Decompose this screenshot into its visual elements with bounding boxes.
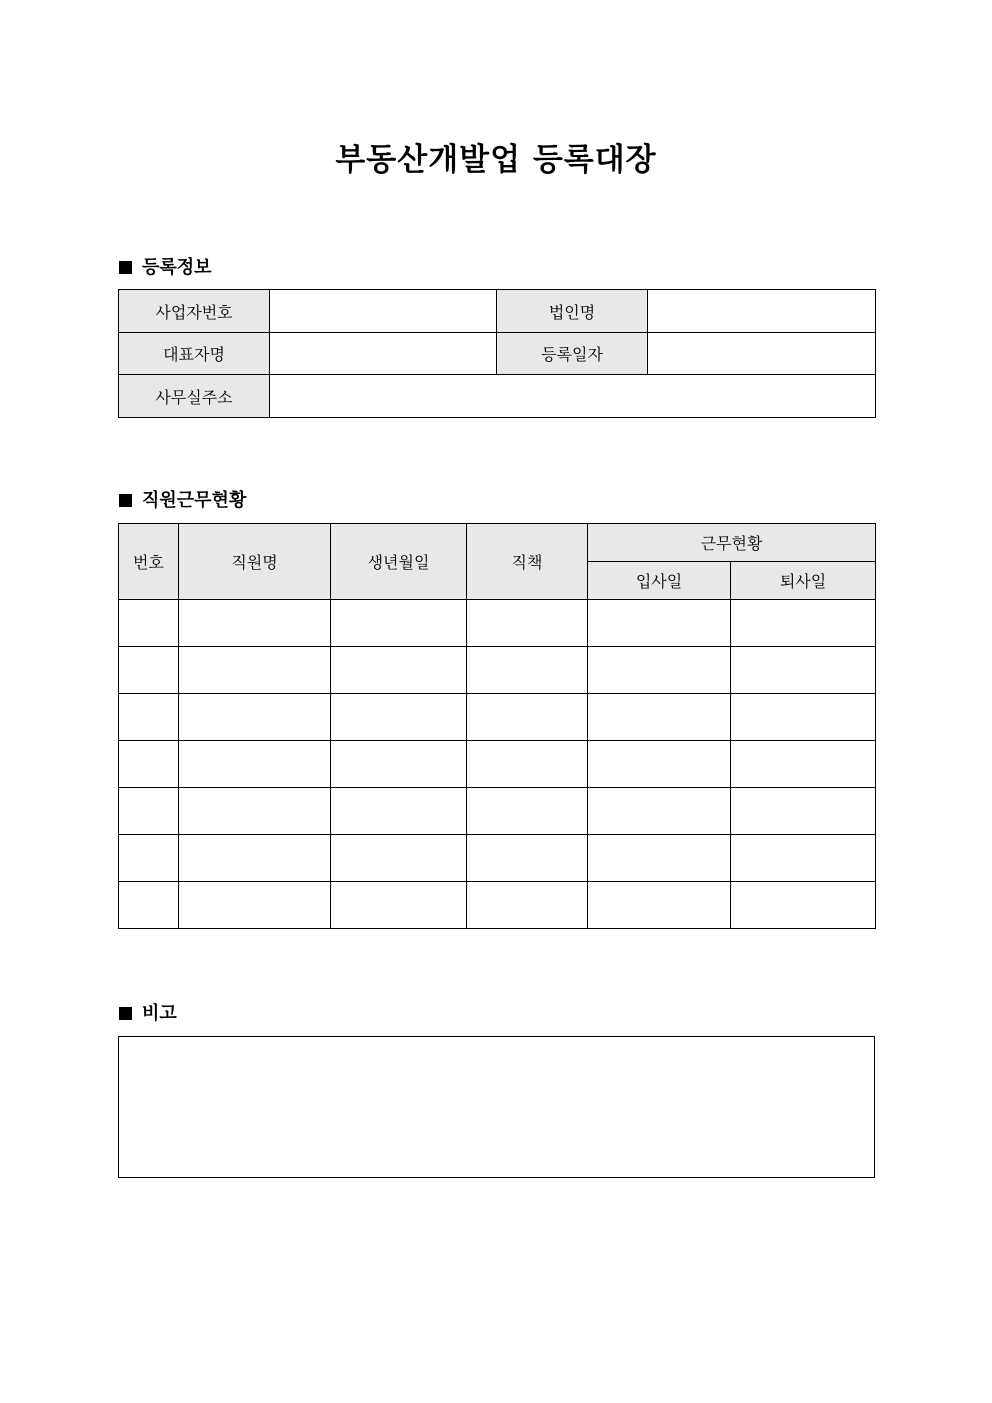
- employee-name-cell[interactable]: [179, 647, 331, 694]
- employee-leave-cell[interactable]: [731, 882, 876, 929]
- employees-table-body: [119, 600, 876, 929]
- col-header-birth: 생년월일: [331, 524, 467, 600]
- employee-join-cell[interactable]: [588, 600, 731, 647]
- registration-heading-text: 등록정보: [142, 257, 212, 278]
- employee-no-cell[interactable]: [119, 788, 179, 835]
- col-header-no: 번호: [119, 524, 179, 600]
- employee-join-cell[interactable]: [588, 741, 731, 788]
- employee-name-cell[interactable]: [179, 600, 331, 647]
- remarks-section-heading: [119, 999, 177, 1025]
- employee-join-cell[interactable]: [588, 882, 731, 929]
- corp-name-field[interactable]: [648, 290, 876, 333]
- employee-no-cell[interactable]: [119, 835, 179, 882]
- employee-leave-cell[interactable]: [731, 741, 876, 788]
- employee-birth-cell[interactable]: [331, 741, 467, 788]
- employee-name-cell[interactable]: [179, 694, 331, 741]
- col-header-leave: 퇴사일: [731, 562, 876, 600]
- employee-position-cell[interactable]: [467, 882, 588, 929]
- col-header-position: 직책: [467, 524, 588, 600]
- registration-table: [118, 289, 876, 418]
- employee-position-cell[interactable]: [467, 835, 588, 882]
- corp-name-label: 법인명: [497, 290, 648, 333]
- employee-name-cell[interactable]: [179, 882, 331, 929]
- employees-section-heading: [119, 486, 246, 512]
- employee-name-cell[interactable]: [179, 788, 331, 835]
- employee-position-cell[interactable]: [467, 741, 588, 788]
- table-row: [119, 741, 876, 788]
- square-bullet-icon: [119, 494, 132, 507]
- square-bullet-icon: [119, 1007, 132, 1020]
- square-bullet-icon: [119, 261, 132, 274]
- page-title: 부동산개발업 등록대장: [335, 142, 657, 178]
- office-address-field[interactable]: [270, 375, 876, 418]
- employees-table: [118, 523, 876, 929]
- employee-leave-cell[interactable]: [731, 647, 876, 694]
- remarks-field[interactable]: [118, 1036, 875, 1178]
- business-number-field[interactable]: [270, 290, 497, 333]
- employee-join-cell[interactable]: [588, 647, 731, 694]
- employee-birth-cell[interactable]: [331, 835, 467, 882]
- employee-position-cell[interactable]: [467, 788, 588, 835]
- col-header-work-status: 근무현황: [588, 524, 876, 562]
- employee-birth-cell[interactable]: [331, 647, 467, 694]
- employee-join-cell[interactable]: [588, 694, 731, 741]
- employee-join-cell[interactable]: [588, 835, 731, 882]
- employee-no-cell[interactable]: [119, 694, 179, 741]
- col-header-name: 직원명: [179, 524, 331, 600]
- office-address-label: 사무실주소: [119, 375, 270, 418]
- employee-no-cell[interactable]: [119, 647, 179, 694]
- employee-leave-cell[interactable]: [731, 835, 876, 882]
- employee-leave-cell[interactable]: [731, 694, 876, 741]
- employee-birth-cell[interactable]: [331, 694, 467, 741]
- table-row: [119, 788, 876, 835]
- table-row: [119, 600, 876, 647]
- table-row: [119, 835, 876, 882]
- employee-name-cell[interactable]: [179, 835, 331, 882]
- employee-position-cell[interactable]: [467, 647, 588, 694]
- registration-section-heading: [119, 253, 212, 279]
- table-row: [119, 694, 876, 741]
- employee-name-cell[interactable]: [179, 741, 331, 788]
- employee-birth-cell[interactable]: [331, 600, 467, 647]
- employees-heading-text: 직원근무현황: [142, 490, 247, 511]
- employee-join-cell[interactable]: [588, 788, 731, 835]
- table-row: [119, 882, 876, 929]
- table-row: [119, 647, 876, 694]
- representative-field[interactable]: [270, 333, 497, 375]
- employee-no-cell[interactable]: [119, 600, 179, 647]
- remarks-heading-text: 비고: [142, 1003, 177, 1024]
- employee-birth-cell[interactable]: [331, 882, 467, 929]
- employee-no-cell[interactable]: [119, 741, 179, 788]
- col-header-join: 입사일: [588, 562, 731, 600]
- employee-leave-cell[interactable]: [731, 788, 876, 835]
- employee-position-cell[interactable]: [467, 694, 588, 741]
- reg-date-label: 등록일자: [497, 333, 648, 375]
- reg-date-field[interactable]: [648, 333, 876, 375]
- business-number-label: 사업자번호: [119, 290, 270, 333]
- representative-label: 대표자명: [119, 333, 270, 375]
- employee-position-cell[interactable]: [467, 600, 588, 647]
- employee-leave-cell[interactable]: [731, 600, 876, 647]
- employee-no-cell[interactable]: [119, 882, 179, 929]
- employee-birth-cell[interactable]: [331, 788, 467, 835]
